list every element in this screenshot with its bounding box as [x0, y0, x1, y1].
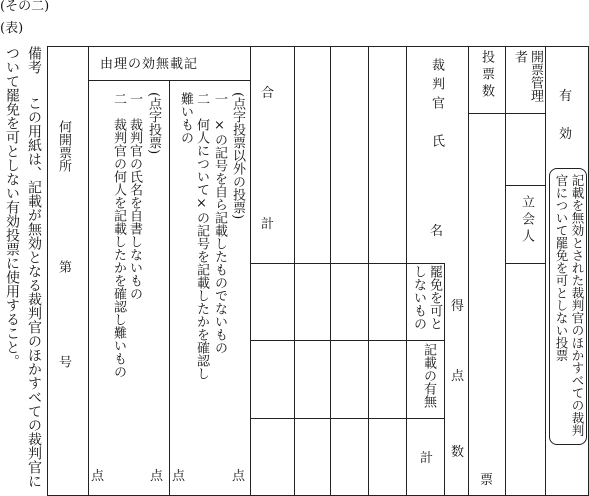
votes-dot: 点	[451, 369, 465, 384]
station-dai: 第	[56, 260, 71, 273]
braille-label: (点字投票)	[146, 92, 161, 155]
votes-count: 数	[451, 445, 465, 460]
braille-item-2: 二 裁判官の何人を記載したかを確認し難いもの	[111, 92, 126, 378]
manager-label: 開票管理者	[512, 50, 543, 102]
sheet-label: (表)	[0, 21, 24, 36]
nonbraille-item-2: 二 何人について×の記号を記載したかを確認し難いもの	[178, 92, 209, 380]
note-title-text: 備考	[26, 46, 42, 74]
note-line2: ついて罷免を可としない有効投票に使用すること。	[4, 46, 20, 368]
point-2: 点	[150, 469, 164, 484]
valid-label: 有	[559, 89, 573, 104]
total-bottom: 計	[261, 217, 275, 232]
point-4: 点	[232, 469, 246, 484]
not-dismiss-label: 罷免を可としないもの	[411, 265, 442, 330]
station-name: 何開票所	[56, 120, 71, 172]
ballot-unit: 票	[480, 473, 494, 488]
record-total: 計	[420, 451, 434, 466]
invalid-reason-header: 由理の効無載記	[100, 57, 199, 72]
judge-name-bottom: 名	[430, 224, 444, 239]
record-present: 記載の有無	[421, 343, 436, 408]
braille-item-1: 一 裁判官の氏名を自書しないもの	[127, 92, 142, 300]
ballot-count-label: 投票数	[479, 50, 494, 101]
station-go: 号	[56, 355, 71, 368]
form-part-label: (その二)	[0, 0, 50, 14]
total-top: 合	[261, 86, 275, 101]
judge-name-top: 裁判官 氏	[429, 58, 444, 153]
witness-label: 立会人	[519, 195, 534, 246]
point-1: 点	[91, 469, 105, 484]
valid-desc: 記載を無効とされた裁判官のほかすべての裁判官について罷免を可としない投票	[554, 174, 585, 437]
valid-label-2: 効	[559, 127, 573, 142]
votes-label: 得	[451, 299, 465, 314]
note-line1: この用紙は、記載が無効となる裁判官のほかすべての裁判官に	[26, 96, 42, 488]
nonbraille-item-1: 一 ×の記号を自ら記載したものでないもの	[212, 92, 227, 354]
point-3: 点	[172, 469, 186, 484]
nonbraille-label: (点字投票以外の投票)	[230, 92, 245, 220]
